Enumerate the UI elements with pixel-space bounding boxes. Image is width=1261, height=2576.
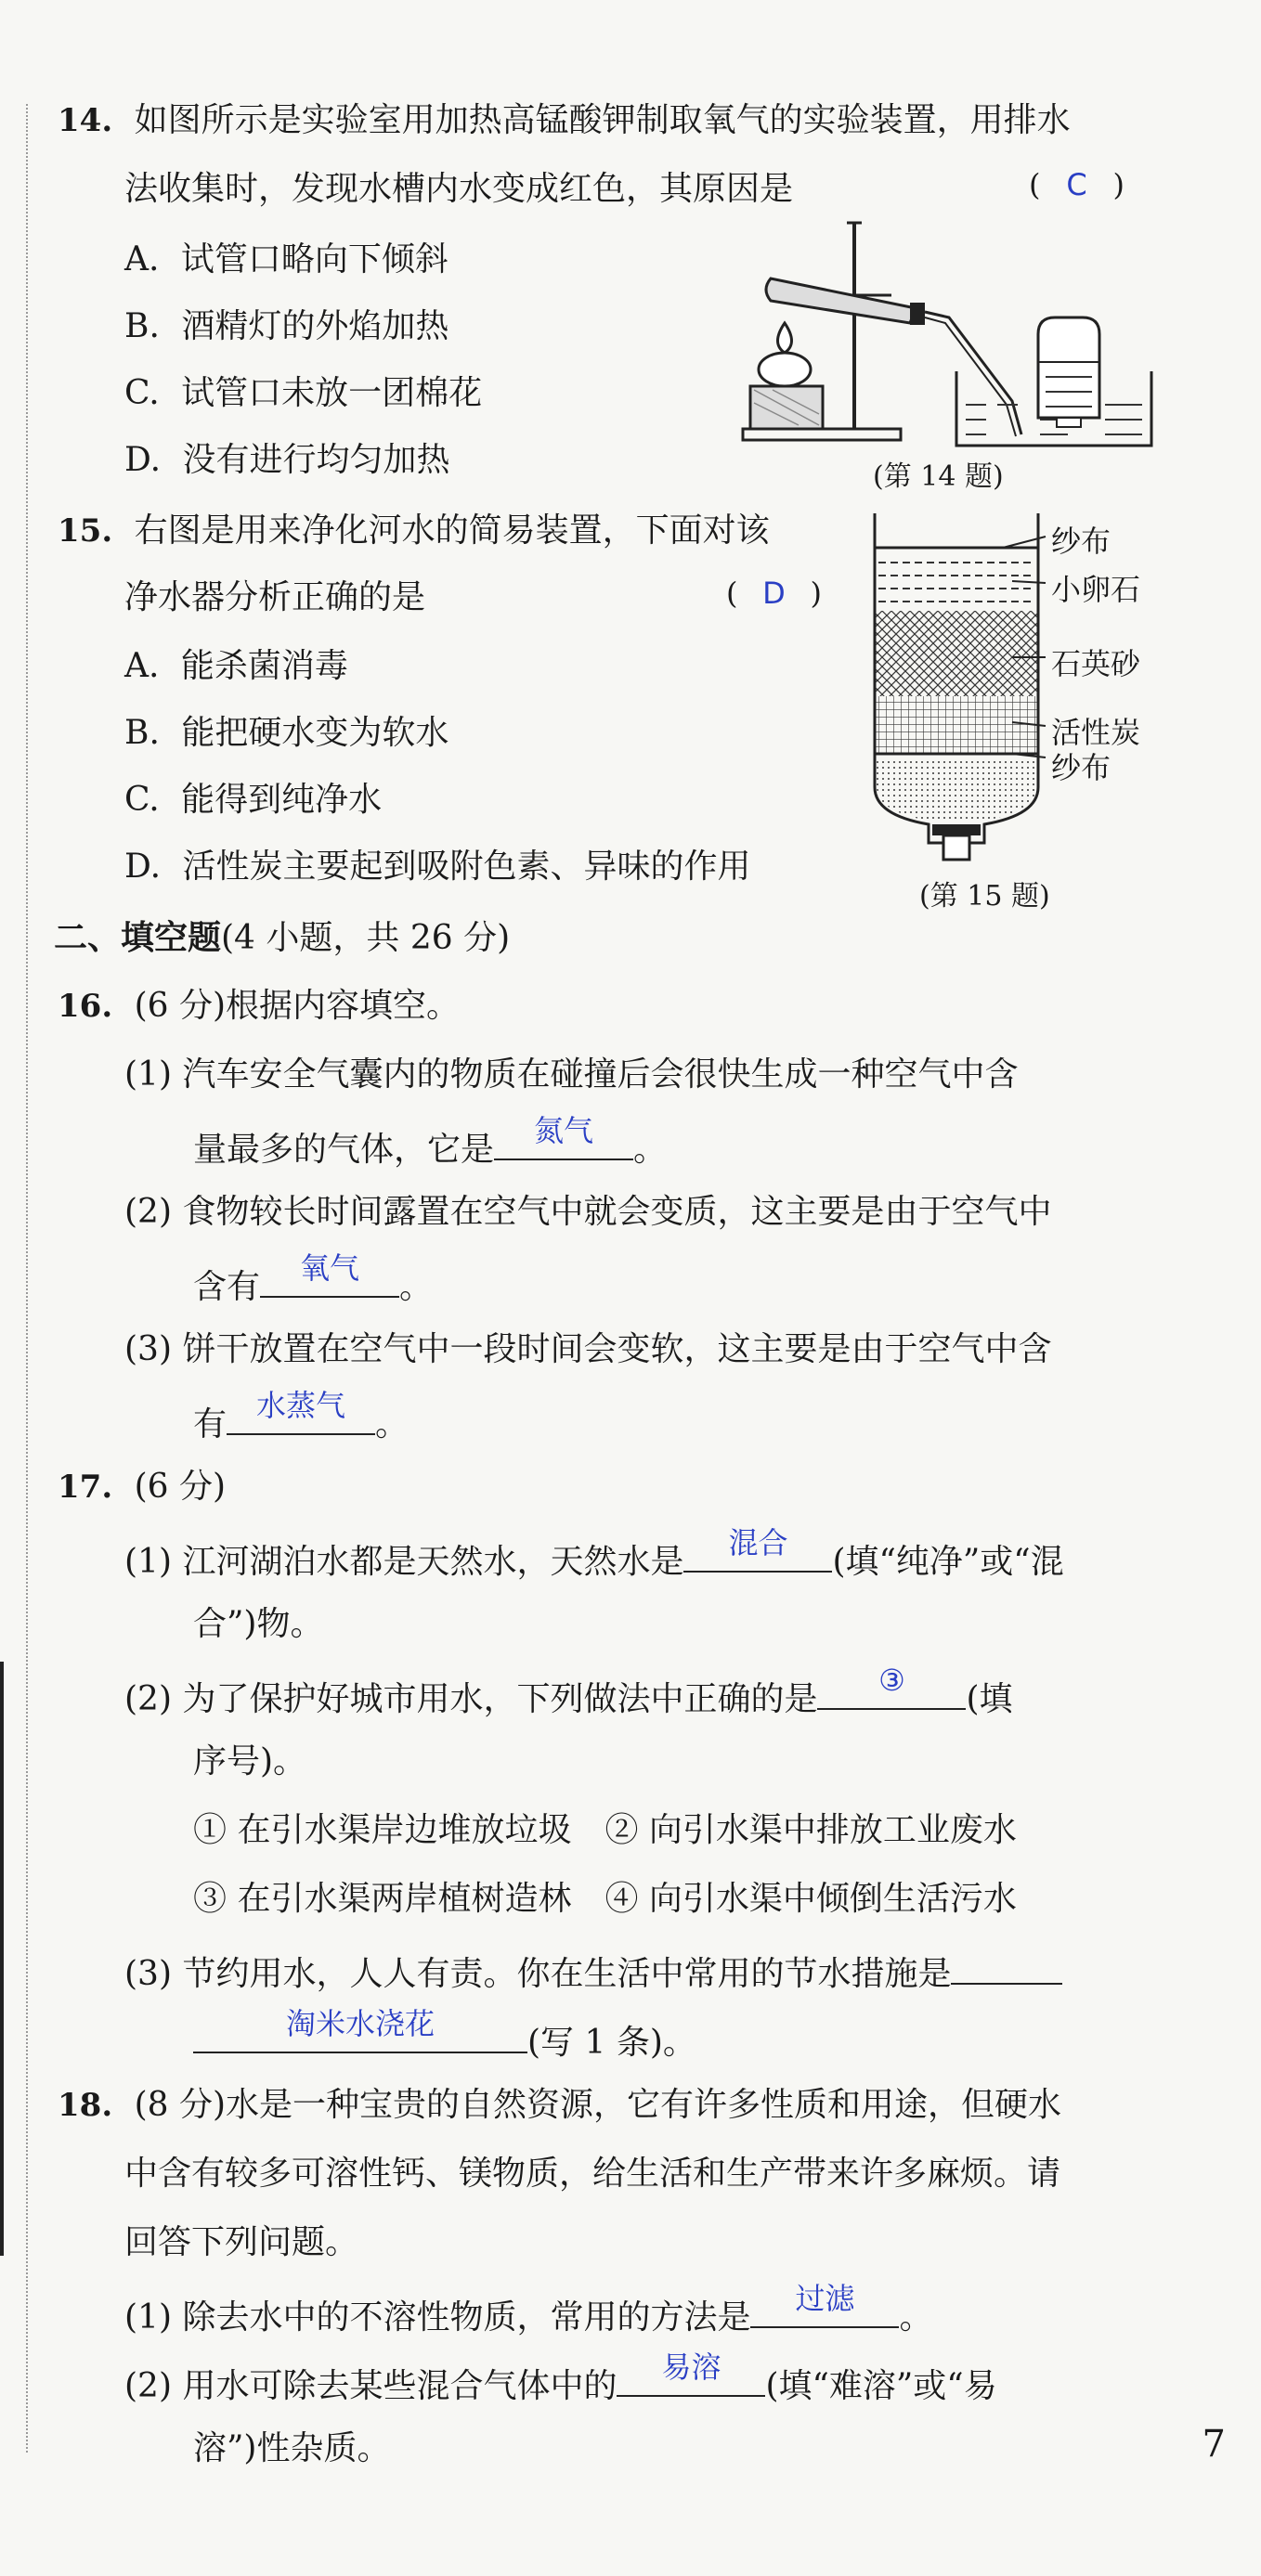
q18-part1: (1) 除去水中的不溶性物质，常用的方法是 过滤 。 [124,2281,933,2337]
page-number: 7 [1202,2423,1226,2466]
q18-head-line3: 回答下列问题。 [124,2223,359,2261]
q15-water-filter-figure [864,509,1049,861]
q14-option-b[interactable]: B. 酒精灯的外焰加热 [124,307,449,345]
q17-part2-line2: 序号)。 [193,1742,307,1780]
q18-number: 18. [58,2087,113,2124]
q18-part2-line1: (2) 用水可除去某些混合气体中的 易溶 (填“难溶”或“易 [124,2349,997,2405]
q15-number: 15. [58,512,113,550]
q15-option-c[interactable]: C. 能得到纯净水 [124,781,383,819]
q14-stem-line2: 法收集时，发现水槽内水变成红色，其原因是 [124,170,794,208]
q15-option-d[interactable]: D. 活性炭主要起到吸附色素、异味的作用 [124,848,751,886]
q14-option-d[interactable]: D. 没有进行均匀加热 [124,441,450,479]
filter-layer-pebbles: 小卵石 [1051,572,1141,607]
q14-option-a[interactable]: A. 试管口略向下倾斜 [124,240,448,278]
q16-part2-line1: (2) 食物较长时间露置在空气中就会变质，这主要是由于空气中 [124,1193,1052,1231]
q18-blank-1[interactable]: 过滤 [750,2289,899,2328]
filter-layer-cloth-bottom: 纱布 [1051,750,1112,785]
q16-blank-2[interactable]: 氧气 [260,1259,399,1298]
q14-answer: C [1066,167,1087,202]
q16-number: 16. [58,988,113,1025]
q18-part2-line2: 溶”)性杂质。 [193,2429,391,2467]
q15-answer: D [762,576,786,611]
margin-bar [0,1662,4,2256]
q17-part2-line1: (2) 为了保护好城市用水，下列做法中正确的是 ③ (填 [124,1663,1013,1718]
q14-apparatus-figure [734,214,1161,464]
q18-head-line2: 中含有较多可溶性钙、镁物质，给生活和生产带来许多麻烦。请 [124,2155,1061,2193]
q18-blank-2[interactable]: 易溶 [617,2358,765,2397]
q15-stem-line2: 净水器分析正确的是 [124,578,426,616]
q16-part1-line2: 量最多的气体，它是 氮气 。 [193,1113,668,1169]
q15-answer-paren: ( D ) [726,576,822,611]
q17-number: 17. [58,1469,113,1506]
q17-blank-1[interactable]: 混合 [683,1534,832,1573]
q15-option-a[interactable]: A. 能杀菌消毒 [124,647,348,685]
filter-layer-cloth-top: 纱布 [1051,524,1112,559]
q16-blank-3[interactable]: 水蒸气 [227,1396,375,1435]
q14-figure-caption: (第 14 题) [873,460,1004,493]
q15-figure-caption: (第 15 题) [919,880,1050,913]
q14-option-c[interactable]: C. 试管口未放一团棉花 [124,374,483,412]
q16-part3-line1: (3) 饼干放置在空气中一段时间会变软，这主要是由于空气中含 [124,1330,1052,1368]
q17-blank-3[interactable]: 淘米水浇花 [193,2014,527,2053]
q14-stem-line1: 14. 如图所示是实验室用加热高锰酸钾制取氧气的实验装置，用排水 [58,98,1071,143]
section-2-heading: 二、填空题(4 小题，共 26 分) [54,918,511,957]
q17-part3-line2: 淘米水浇花 (写 1 条)。 [193,2014,696,2065]
q14-number: 14. [58,102,113,139]
q16-part1-line1: (1) 汽车安全气囊内的物质在碰撞后会很快生成一种空气中含 [124,1055,1019,1094]
q17-part1-line1: (1) 江河湖泊水都是天然水，天然水是 混合 (填“纯净”或“混 [124,1525,1064,1581]
q16-blank-1[interactable]: 氮气 [494,1121,633,1160]
q16-part2-line2: 含有 氧气 。 [193,1250,434,1306]
q17-options-row2: ③ 在引水渠两岸植树造林 ④ 向引水渠中倾倒生活污水 [193,1880,1017,1918]
q17-part3-line1: (3) 节约用水，人人有责。你在生活中常用的节水措施是 [124,1946,1062,1997]
q14-answer-paren: ( C ) [1029,167,1124,202]
q17-blank-2[interactable]: ③ [817,1671,966,1710]
filter-layer-quartz-sand: 石英砂 [1051,646,1141,681]
q17-part1-line2: 合”)物。 [193,1605,324,1643]
q15-stem-line1: 15. 右图是用来净化河水的简易装置，下面对该 [58,509,770,553]
margin-dotted-rule [26,104,28,2453]
q16-part3-line2: 有 水蒸气 。 [193,1388,410,1443]
filter-layer-active-carbon: 活性炭 [1051,715,1141,750]
q17-options-row1: ① 在引水渠岸边堆放垃圾 ② 向引水渠中排放工业废水 [193,1811,1017,1849]
q15-option-b[interactable]: B. 能把硬水变为软水 [124,714,449,752]
